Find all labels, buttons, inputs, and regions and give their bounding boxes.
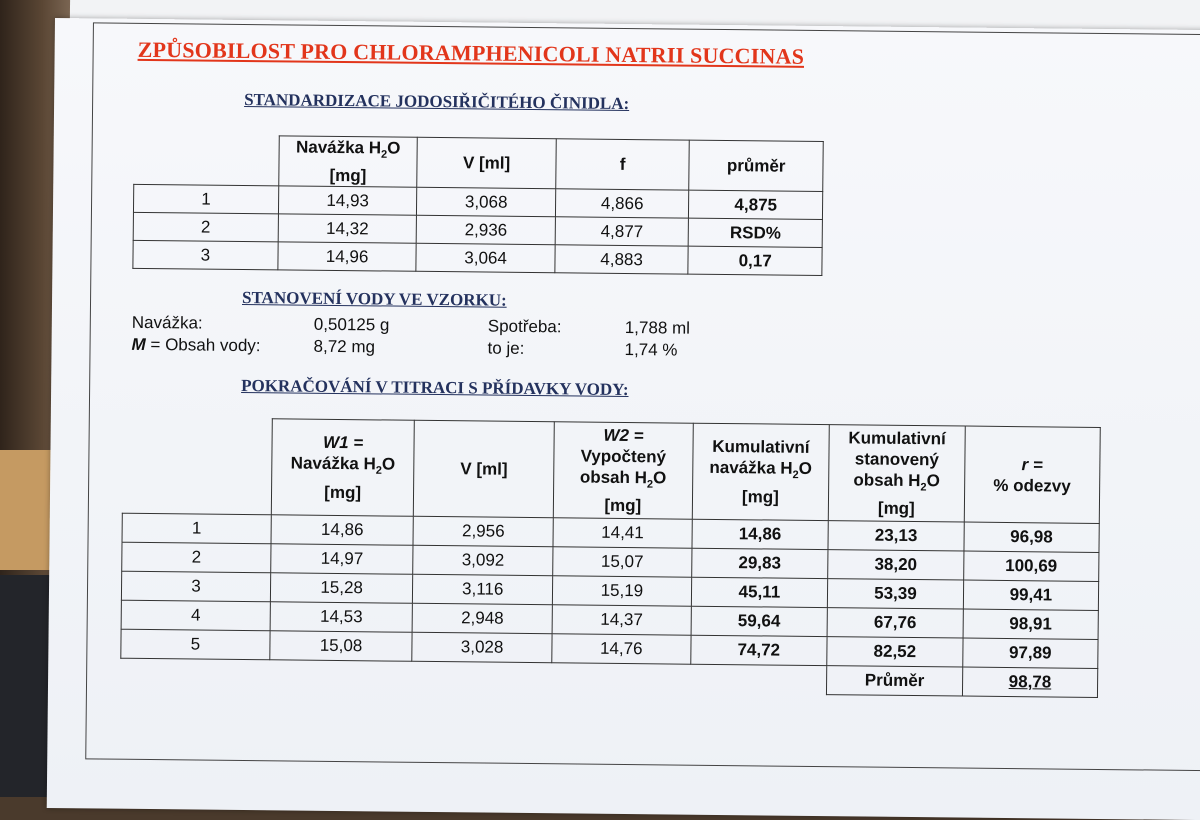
cell-w1: 15,08 [270, 631, 412, 661]
standardization-header-row [134, 134, 823, 192]
cell-rsd-label: RSD% [689, 219, 823, 248]
cell-ks: 23,13 [828, 521, 964, 551]
cell-w2: 15,19 [553, 576, 692, 606]
cell-r: 99,41 [963, 580, 1099, 610]
water-obsah-value: 8,72 mg [313, 336, 376, 357]
cell-w1: 14,86 [271, 515, 413, 545]
header-w2: W2 = Vypočtený obsah $H_2O$ [mg] [553, 422, 692, 519]
cell-r: 98,91 [963, 609, 1099, 639]
cell-r: 100,69 [963, 551, 1099, 581]
standardization-table [132, 134, 823, 277]
titration-header-row [122, 417, 1100, 523]
row-number: 2 [133, 213, 278, 243]
poster-title: ZPŮSOBILOST PRO CHLORAMPHENICOLI NATRII SUCCINAS [137, 36, 805, 69]
cell-w1: 14,53 [270, 602, 412, 632]
row-number: 4 [121, 600, 270, 631]
cell-ks: 82,52 [827, 637, 963, 667]
water-heading: STANOVENÍ VODY VE VZORKU: [241, 287, 507, 310]
prumer-value: 98,78 [962, 667, 1098, 697]
water-spotreba-value: 1,788 ml [624, 317, 691, 338]
cell-w2: 15,07 [553, 547, 692, 577]
cell-w2: 14,76 [552, 634, 691, 664]
header-prumer: průměr [689, 140, 823, 192]
water-toje-value: 1,74 % [624, 339, 678, 360]
water-spotreba-label: Spotřeba: [487, 316, 562, 337]
cell-v: 3,064 [416, 244, 555, 273]
cell-w1: 15,28 [270, 573, 412, 603]
cell-kn: 59,64 [691, 606, 828, 636]
header-v: V [ml] [417, 137, 556, 189]
header-odezva: r = % odezvy [964, 426, 1100, 523]
header-v: V [ml] [414, 420, 555, 517]
water-obsah-label: M = Obsah vody: [131, 334, 261, 356]
cell-rsd-value: 0,17 [688, 247, 822, 276]
header-w1: W1 = Navážka $H_2O$ [mg] [271, 419, 414, 516]
cell-ks: 67,76 [827, 608, 963, 638]
cell-kn: 29,83 [691, 548, 828, 578]
titration-table [120, 417, 1101, 698]
cell-kn: 74,72 [690, 635, 827, 665]
cell-f: 4,866 [555, 189, 689, 218]
cell-ks: 38,20 [828, 550, 964, 580]
cell-v: 3,092 [413, 545, 553, 575]
row-number: 1 [122, 513, 271, 544]
row-number: 2 [122, 542, 271, 573]
prumer-label: Průměr [827, 666, 963, 696]
cell-kn: 45,11 [691, 577, 828, 607]
cell-navazka: 14,32 [278, 214, 417, 243]
cell-w2: 14,41 [553, 518, 692, 548]
cell-navazka: 14,93 [278, 186, 417, 215]
cell-v: 3,068 [417, 188, 556, 217]
row-number: 3 [133, 241, 278, 271]
cell-w1: 14,97 [271, 544, 413, 574]
row-number: 5 [121, 629, 270, 660]
poster-sheet [47, 18, 1200, 820]
cell-v: 2,936 [417, 216, 556, 245]
header-kumulativni-stanoveny: Kumulativní stanovený obsah $H_2O$ [mg] [828, 425, 965, 522]
cell-r: 97,89 [963, 638, 1099, 668]
cell-v: 2,948 [412, 603, 552, 633]
titration-heading: POKRAČOVÁNÍ V TITRACI S PŘÍDAVKY VODY: [241, 375, 629, 400]
cell-v: 2,956 [413, 516, 553, 546]
header-f: f [556, 139, 690, 191]
cell-kn: 14,86 [692, 519, 829, 549]
standardization-heading: STANDARDIZACE JODOSIŘIČITÉHO ČINIDLA: [244, 89, 630, 114]
cell-prumer-value: 4,875 [689, 191, 823, 220]
header-kumulativni-navazka: Kumulativní navážka $H_2O$ [mg] [692, 423, 830, 520]
cell-r: 96,98 [964, 522, 1100, 552]
cell-v: 3,116 [413, 574, 553, 604]
water-toje-label: to je: [487, 338, 525, 358]
water-navazka-label: Navážka: [131, 312, 203, 333]
cell-f: 4,883 [555, 245, 689, 274]
cell-ks: 53,39 [828, 579, 964, 609]
cell-navazka: 14,96 [278, 242, 417, 271]
water-navazka-value: 0,50125 g [313, 314, 390, 335]
header-navazka: Navážka $H_2O$ [mg] [279, 136, 418, 188]
cell-v: 3,028 [412, 632, 552, 662]
row-number: 1 [133, 185, 278, 215]
row-number: 3 [121, 571, 270, 602]
cell-f: 4,877 [555, 217, 689, 246]
cell-w2: 14,37 [552, 605, 691, 635]
